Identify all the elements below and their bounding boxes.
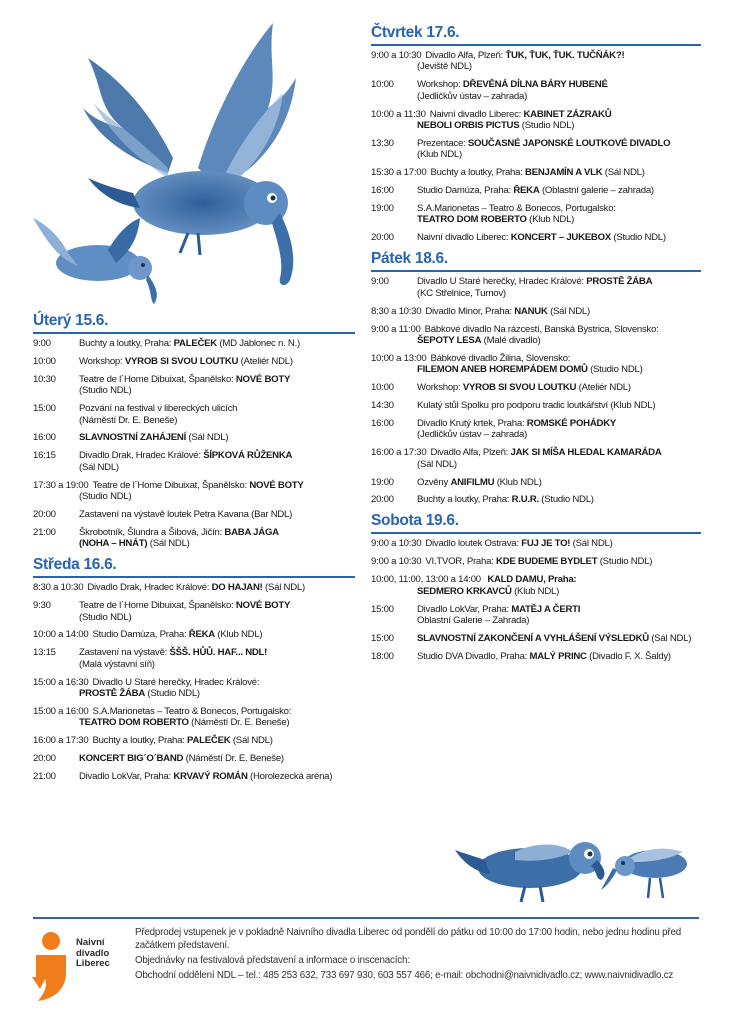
event-time: 13:15 (33, 647, 56, 659)
event-title: MATĚJ A ČERTI (511, 603, 581, 615)
logo-line-1: Naivní (76, 937, 105, 948)
event-item (371, 400, 701, 411)
event-title: KONCERT – JUKEBOX (510, 232, 611, 244)
event-venue-line (33, 415, 355, 426)
event-item (33, 647, 355, 670)
event-time: 10:30 (33, 373, 56, 385)
event-item (371, 556, 701, 567)
event-time: 15:00 a 16:30 (33, 676, 89, 688)
event-text: Studio Damúza, Praha: (417, 185, 514, 197)
event-venue-line (33, 491, 355, 502)
event-item (33, 480, 355, 503)
event-list (33, 582, 355, 782)
event-text: Studio DVA Divadlo, Praha: (417, 650, 530, 662)
event-item (371, 353, 701, 376)
event-item (371, 79, 701, 102)
event-text: (Divadlo F. X. Šaldy) (586, 650, 671, 662)
event-venue: (Studio NDL) (79, 385, 132, 397)
event-item (371, 382, 701, 393)
event-title: R.U.R. (511, 494, 539, 506)
event-item (371, 185, 701, 196)
event-venue-line (371, 364, 701, 375)
event-title: PROSTĚ ŽÁBA (79, 688, 146, 700)
event-text: Naivní divadlo Liberec: (417, 232, 511, 244)
event-text: Buchty a loutky, Praha: (92, 735, 188, 747)
logo-line-3: Liberec (76, 958, 110, 969)
event-title: PALEČEK (173, 338, 217, 349)
event-time: 20:00 (371, 232, 394, 244)
event-title: FILEMON ANEB HOREMPÁDEM DOMŮ (417, 364, 588, 376)
event-title: ŤUK, ŤUK, ŤUK. TUČŇÁK?! (505, 50, 625, 61)
event-time: 15:00 a 16:00 (33, 705, 89, 717)
event-time: 20:00 (33, 508, 56, 520)
event-text: Bábkové divadlo Na rázcestí, Banská Bystrica, Slovensko: (424, 323, 659, 335)
event-text: Workshop: (417, 382, 463, 394)
event-title: NEBOLI ORBIS PICTUS (417, 120, 520, 132)
event-venue-line (371, 615, 701, 626)
event-text: Buchty a loutky, Praha: (430, 167, 526, 179)
event-venue: (Jeviště NDL) (417, 61, 472, 73)
event-item (33, 509, 355, 520)
event-title: KDE BUDEME BYDLET (496, 556, 598, 568)
event-time: 19:00 (371, 476, 394, 488)
event-item (33, 677, 355, 700)
day-title: Pátek 18.6. (371, 250, 701, 272)
footer-presale-text: Předprodej vstupenek je v pokladně Naivního divadla Liberec od pondělí do pátku od 10:00 do 17:00 hodin, nebo jednu hodinu před začátkem představení. (135, 927, 681, 951)
event-time: 8:30 a 10:30 (33, 582, 84, 594)
event-text: Zastavení na výstavě: (79, 647, 170, 659)
event-title: KALD DAMU, Praha: (484, 574, 577, 586)
event-text: Škrobotník, Šlundra a Šibová, Jičín: (79, 526, 225, 538)
event-venue-line (371, 429, 701, 440)
day-section (33, 312, 355, 550)
event-time: 16:00 a 17:30 (371, 447, 427, 459)
event-text: Teatre de l´Home Dibuixat, Španělsko: (79, 373, 236, 385)
event-text: (Klub NDL) (494, 476, 542, 488)
event-text: Studio Damúza, Praha: (92, 629, 189, 641)
event-time: 16:00 (371, 185, 394, 197)
event-text: (Sál NDL) (570, 538, 613, 550)
event-venue-line (33, 612, 355, 623)
logo-line-2: divadlo (76, 947, 110, 959)
event-text: Divadlo Drak, Hradec Králové: (87, 582, 212, 594)
event-text: Buchty a loutky, Praha: (417, 494, 512, 506)
event-time: 17:30 a 19:00 (33, 479, 89, 491)
event-title: JAK SI MÍŠA HLEDAL KAMARÁDA (510, 447, 662, 459)
event-text: (Studio NDL) (610, 232, 666, 244)
event-time: 20:00 (33, 753, 56, 765)
event-venue: (Jedličkův ústav – zahrada) (417, 429, 528, 441)
day-title: Středa 16.6. (33, 556, 355, 578)
event-title: FUJ JE TO! (521, 538, 571, 550)
event-text: (MD Jablonec n. N.) (217, 338, 300, 349)
event-venue: (Klub NDL) (511, 585, 560, 597)
event-text: Bábkové divadlo Žilina, Slovensko: (430, 352, 571, 364)
event-time: 10:00 (371, 382, 394, 394)
event-title: TEATRO DOM ROBERTO (417, 214, 527, 226)
event-title: VYROB SI SVOU LOUTKU (124, 355, 239, 367)
event-title: ŘEKA (188, 629, 215, 641)
event-item (371, 232, 701, 243)
naivni-divadlo-logo (26, 929, 126, 1003)
event-text: (Bar NDL) (248, 508, 293, 520)
event-item (33, 374, 355, 397)
day-title: Úterý 15.6. (33, 312, 355, 334)
day-title: Sobota 19.6. (371, 512, 701, 534)
event-text: (Náměstí Dr. E. Beneše) (183, 753, 284, 765)
event-text: (Studio NDL) (538, 494, 594, 506)
event-text: (Sál NDL) (648, 632, 692, 644)
event-text: Divadlo LokVar, Praha: (79, 771, 174, 783)
event-venue-line (371, 149, 701, 160)
event-item (33, 600, 355, 623)
event-item (33, 582, 355, 593)
schedule-right-column (371, 24, 701, 669)
event-text: Naivní divadlo Liberec: (429, 108, 524, 120)
event-text: VI.TVOR, Praha: (425, 556, 497, 568)
event-text: (Ateliér NDL) (576, 382, 631, 394)
event-venue-line (33, 385, 355, 396)
event-item (371, 306, 701, 317)
event-text: Buchty a loutky, Praha: (79, 338, 174, 349)
event-time: 9:00 a 10:30 (371, 556, 422, 568)
event-venue: (Sál NDL) (79, 461, 119, 473)
event-title: ROMSKÉ POHÁDKY (526, 417, 617, 429)
event-time: 16:00 (371, 417, 394, 429)
event-venue: (Studio NDL) (519, 120, 575, 132)
event-title: DŘEVĚNÁ DÍLNA BÁRY HUBENÉ (462, 79, 608, 91)
event-time: 9:00 a 10:30 (371, 50, 422, 61)
event-title: NOVÉ BOTY (235, 600, 291, 612)
event-item (371, 109, 701, 132)
logo-figure-icon (26, 929, 76, 1003)
event-item (371, 574, 701, 597)
event-item (371, 633, 701, 644)
event-time: 19:00 (371, 203, 394, 215)
event-title: KABINET ZÁZRAKŮ (523, 108, 612, 120)
event-time: 10:00 (371, 79, 394, 91)
event-time: 18:00 (371, 650, 394, 662)
event-text: Divadlo Drak, Hradec Králové: (79, 450, 204, 462)
event-item (33, 629, 355, 640)
footer-info (135, 926, 700, 984)
event-venue-line (371, 214, 701, 225)
event-title: SLAVNOSTNÍ ZAKONČENÍ A VYHLÁŠENÍ VÝSLEDKŮ (417, 632, 649, 644)
event-text: Ozvěny (417, 476, 451, 488)
event-time: 15:00 (371, 632, 394, 644)
event-text: (Klub NDL) (214, 629, 263, 641)
event-text: S.A.Marionetas – Teatro & Bonecos, Portugalsko: (92, 705, 292, 717)
event-list (371, 538, 701, 662)
event-time: 10:00 a 14:00 (33, 629, 89, 641)
event-text: (Sál NDL) (262, 582, 305, 594)
event-text: Zastavení na výstavě loutek Petra Kavana (79, 508, 249, 520)
event-list (33, 338, 355, 550)
event-venue: (Sál NDL) (417, 458, 457, 470)
event-title: NANUK (514, 305, 548, 317)
event-venue: (KC Střelnice, Turnov) (417, 287, 506, 299)
event-item (33, 403, 355, 426)
event-time: 16:00 (33, 432, 56, 444)
event-text: Divadlo Alfa, Plzeň: (425, 50, 506, 61)
event-time: 15:30 a 17:00 (371, 167, 427, 179)
event-title: PROSTĚ ŽÁBA (586, 276, 653, 288)
event-title: BABA JÁGA (224, 526, 279, 538)
event-title: PALEČEK (187, 735, 231, 747)
event-time: 21:00 (33, 526, 56, 538)
event-title: KRVAVÝ ROMÁN (173, 771, 248, 783)
event-venue: (Studio NDL) (79, 491, 132, 503)
day-title: Čtvrtek 17.6. (371, 24, 701, 46)
event-item (371, 418, 701, 441)
event-venue: (Malé divadlo) (481, 334, 541, 346)
event-text: (Sál NDL) (547, 305, 590, 317)
event-text: (Sál NDL) (602, 167, 645, 179)
event-text: Pozvání na festival v libereckých ulicích (79, 403, 238, 415)
event-title: BENJAMÍN A VLK (525, 167, 603, 179)
event-text: Divadlo Alfa, Plzeň: (430, 447, 511, 459)
event-item (33, 753, 355, 764)
event-venue-line (33, 717, 355, 728)
event-item (371, 203, 701, 226)
event-venue-line (33, 462, 355, 473)
event-text: (Horolezecká aréna) (247, 771, 333, 783)
event-venue-line (371, 586, 701, 597)
event-item (371, 494, 701, 505)
event-time: 9:00 (371, 276, 389, 288)
event-text: (Klub NDL) (607, 400, 656, 412)
event-venue: (Náměstí Dr. E. Beneše) (188, 717, 290, 729)
event-list (371, 276, 701, 506)
event-item (371, 50, 701, 73)
day-section (371, 250, 701, 506)
event-item (33, 706, 355, 729)
event-venue: (Jedličkův ústav – zahrada) (417, 90, 528, 102)
event-time: 21:00 (33, 771, 56, 783)
event-text: Divadlo LokVar, Praha: (417, 603, 512, 615)
day-section (371, 512, 701, 662)
event-list (371, 50, 701, 244)
event-venue-line (371, 91, 701, 102)
event-venue: (Klub NDL) (417, 149, 462, 161)
event-text: (Sál NDL) (186, 432, 229, 444)
event-venue: (Náměstí Dr. E. Beneše) (79, 414, 178, 426)
event-text: Workshop: (79, 355, 125, 367)
event-time: 16:15 (33, 450, 56, 462)
event-text: Divadlo U Staré herečky, Hradec Králové: (92, 676, 260, 688)
event-text: (Ateliér NDL) (238, 355, 293, 367)
event-venue-line (33, 659, 355, 670)
event-title: ŠÍPKOVÁ RŮŽENKA (203, 450, 293, 462)
event-text: S.A.Marionetas – Teatro & Bonecos, Portugalsko: (417, 203, 616, 215)
event-time: 10:00 (33, 355, 56, 367)
event-venue: (Studio NDL) (145, 688, 200, 700)
event-text: (Studio NDL) (597, 556, 653, 568)
event-text: Divadlo Krutý krtek, Praha: (417, 417, 527, 429)
event-venue: Oblastní Galerie – Zahrada) (417, 614, 530, 626)
event-title: SEDMERO KRKAVCŮ (417, 585, 512, 597)
event-venue-line (371, 288, 701, 299)
event-time: 16:00 a 17:30 (33, 735, 89, 747)
event-item (371, 538, 701, 549)
event-time: 15:00 (371, 603, 394, 615)
event-item (33, 771, 355, 782)
event-item (371, 324, 701, 347)
event-item (371, 138, 701, 161)
event-venue-line (33, 538, 355, 549)
event-venue: (Sál NDL) (147, 538, 190, 550)
event-title: DO HAJAN! (211, 582, 263, 594)
event-title: VYROB SI SVOU LOUTKU (462, 382, 577, 394)
event-title: ANIFILMU (450, 476, 495, 488)
event-time: 10:00, 11:00, 13:00 a 14:00 (371, 574, 481, 586)
event-item (371, 604, 701, 627)
event-title: KONCERT BIG´O´BAND (79, 753, 184, 765)
event-text: Teatre de l´Home Dibuixat, Španělsko: (92, 479, 250, 491)
event-title: ŘEKA (513, 185, 540, 197)
event-title: TEATRO DOM ROBERTO (79, 717, 189, 729)
event-text: Prezentace: (417, 137, 468, 149)
event-time: 9:00 a 11:00 (371, 323, 421, 335)
event-title: MALÝ PRINC (529, 650, 587, 662)
event-item (33, 735, 355, 746)
event-time: 10:00 a 13:00 (371, 352, 427, 364)
day-section (371, 24, 701, 244)
event-venue-line (371, 335, 701, 346)
event-text: Kulatý stůl Spolku pro podporu tradic loutkářství (417, 400, 608, 412)
event-title: SOUČASNÉ JAPONSKÉ LOUTKOVÉ DIVADLO (467, 137, 671, 149)
event-time: 14:30 (371, 400, 394, 412)
event-title: ŠEPOTY LESA (417, 334, 482, 346)
event-item (33, 527, 355, 550)
event-text: Divadlo Minor, Praha: (425, 305, 515, 317)
day-section (33, 556, 355, 782)
event-item (33, 356, 355, 367)
event-title: NOVÉ BOTY (235, 373, 291, 385)
footer-divider (33, 917, 699, 919)
event-item (371, 447, 701, 470)
birds-illustration-bottom (455, 830, 700, 910)
event-title: NOVÉ BOTY (249, 479, 304, 491)
event-venue: (Studio NDL) (587, 364, 643, 376)
event-title: (NOHA – HNÁT) (79, 538, 148, 550)
bird-illustration-top (28, 18, 328, 308)
event-text: Teatre de l´Home Dibuixat, Španělsko: (79, 600, 236, 612)
event-title: ŠŠŠ. HŮŮ. HAF... NDL! (169, 647, 268, 659)
event-venue: (Klub NDL) (526, 214, 575, 226)
event-venue-line (371, 459, 701, 470)
event-item (33, 450, 355, 473)
event-time: 13:30 (371, 137, 394, 149)
event-venue-line (33, 688, 355, 699)
event-text: (Sál NDL) (230, 735, 273, 747)
event-venue: (Studio NDL) (79, 611, 132, 623)
event-venue-line (371, 120, 701, 131)
schedule-left-column (33, 312, 355, 789)
event-text: Divadlo U Staré herečky, Hradec Králové: (417, 276, 587, 288)
event-item (371, 167, 701, 178)
footer-contact-text[interactable]: Obchodní oddělení NDL – tel.: 485 253 632, 733 697 930, 603 557 466; e-mail: obchodni@naivnidivadlo.cz; www.naivnidivadlo.cz (135, 970, 674, 981)
event-venue: (Malá výstavní síň) (79, 658, 155, 670)
event-time: 8:30 a 10:30 (371, 305, 422, 317)
event-item (371, 477, 701, 488)
event-venue-line (371, 61, 701, 72)
event-time: 9:00 a 10:30 (371, 538, 422, 550)
event-time: 15:00 (33, 403, 56, 415)
event-time: 20:00 (371, 494, 394, 506)
event-text: Workshop: (417, 79, 463, 91)
event-time: 9:30 (33, 600, 51, 612)
event-title: SLAVNOSTNÍ ZAHÁJENÍ (79, 432, 187, 444)
event-time: 9:00 (33, 338, 51, 349)
footer-orders-text: Objednávky na festivalová představení a informace o inscenacích: (135, 955, 410, 966)
event-text: (Oblastní galerie – zahrada) (539, 185, 654, 197)
event-item (371, 651, 701, 662)
event-item (33, 338, 355, 349)
event-text: Divadlo loutek Ostrava: (425, 538, 522, 550)
event-time: 10:00 a 11:30 (371, 108, 426, 120)
event-item (33, 432, 355, 443)
event-item (371, 276, 701, 299)
